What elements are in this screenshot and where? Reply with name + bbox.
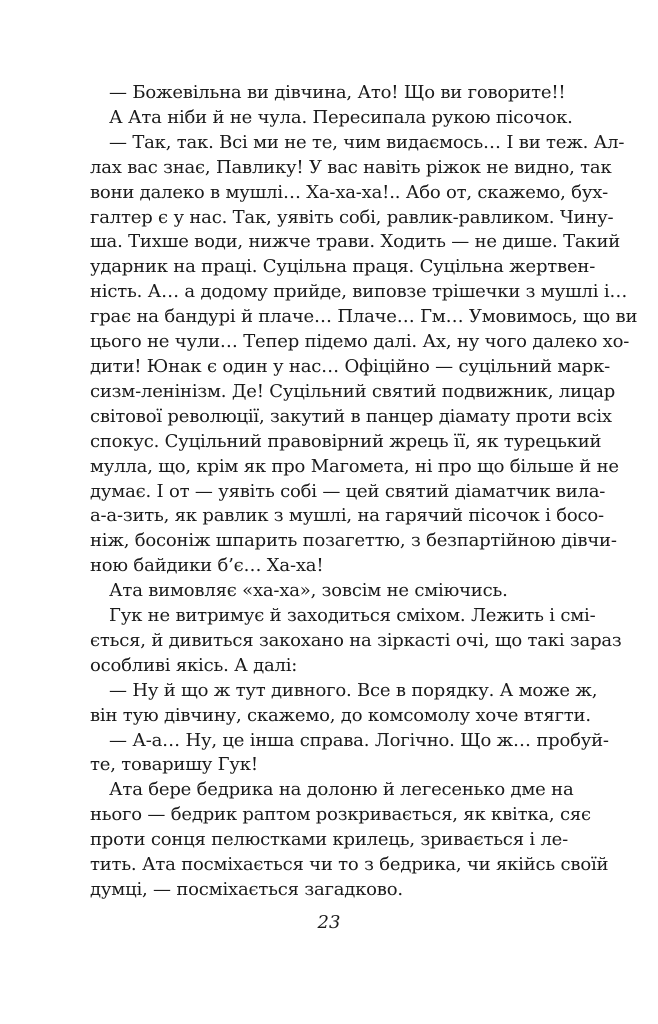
text-line-content: — Так, так. Всі ми не те, чим видаємось… І ви теж. Ал- <box>109 131 625 153</box>
text-line <box>90 81 566 106</box>
text-line: думці, — посміхається загадково. <box>90 879 403 900</box>
text-line <box>90 679 598 704</box>
text-line <box>90 778 574 803</box>
text-line: те, товаришу Гук! <box>90 754 258 776</box>
text-line: галтер є у нас. Так, уявіть собі, равлик-равликом. Чину- <box>90 206 614 228</box>
text-line: ша. Тихше води, нижче трави. Ходить — не дише. Такий <box>90 231 621 253</box>
text-line: ударник на праці. Суцільна праця. Суцільна жертвен- <box>90 256 596 278</box>
text-line: лах вас знає, Павлику! У вас навіть ріжок не видно, так <box>90 156 612 178</box>
text-line <box>90 131 625 156</box>
text-line <box>90 579 562 604</box>
text-line <box>90 729 609 754</box>
text-line-content: А Ата ніби й не чула. Пересипала рукою пісочок. <box>109 106 573 128</box>
text-line: думає. І от — уявіть собі — цей святий діаматчик вила- <box>90 480 606 502</box>
text-line: грає на бандурі й плаче… Плаче… Гм… Умовимось, що ви <box>90 306 638 328</box>
text-line: спокус. Суцільний правовірний жрець її, як турецький <box>90 430 602 452</box>
page-number: 23 <box>317 912 341 933</box>
paragraph <box>90 81 566 106</box>
text-line-content: Ата вимовляє «ха-ха», зовсім не сміючись. <box>109 580 508 602</box>
page-body <box>90 81 638 903</box>
paragraph <box>90 106 573 131</box>
text-line: світової революції, закутий в панцер діамату проти всіх <box>90 405 612 427</box>
paragraph <box>90 778 609 903</box>
text-line: цього не чули… Тепер підемо далі. Ах, ну чого далеко хо- <box>90 331 630 353</box>
text-line-content: — Ну й що ж тут дивного. Все в порядку. А може ж, <box>109 679 598 701</box>
paragraph <box>90 579 562 604</box>
text-line: нього — бедрик раптом розкривається, як квітка, сяє <box>90 804 591 826</box>
text-line: ніж, босоніж шпарить позагеттю, з безпартійною дівчи- <box>90 530 617 552</box>
text-line: проти сонця пелюстками крилець, зривається і ле- <box>90 829 569 851</box>
text-line: він тую дівчину, скажемо, до комсомолу хоче втягти. <box>90 704 591 726</box>
text-line: дити! Юнак є один у нас… Офіційно — суцільний марк- <box>90 355 611 377</box>
text-line <box>90 604 596 629</box>
paragraph <box>90 679 598 729</box>
text-line: особливі якісь. А далі: <box>90 654 298 676</box>
text-line: сизм-ленінізм. Де! Суцільний святий подвижник, лицар <box>90 380 616 402</box>
text-line: ність. А… а додому прийде, виповзе трішечки з мушлі і… <box>90 281 628 303</box>
paragraph <box>90 604 622 679</box>
text-line-content: — А-а… Ну, це інша справа. Логічно. Що ж… пробуй- <box>109 729 609 751</box>
text-line-content: Гук не витримує й заходиться сміхом. Лежить і смі- <box>109 605 596 627</box>
text-line-content: Ата бере бедрика на долоню й легесенько дме на <box>109 779 574 801</box>
paragraph <box>90 131 638 579</box>
text-line: тить. Ата посміхається чи то з бедрика, чи якійсь своїй <box>90 854 609 876</box>
text-line-content: — Божевільна ви дівчина, Ато! Що ви говорите!! <box>109 82 566 103</box>
text-line: ється, й дивиться закохано на зіркасті очі, що такі зараз <box>90 629 622 651</box>
text-line: мулла, що, крім як про Магомета, ні про що більше й не <box>90 455 619 477</box>
text-line: ною байдики б’є… Ха-ха! <box>90 555 324 577</box>
text-line: вони далеко в мушлі… Ха-ха-ха!.. Або от, скажемо, бух- <box>90 181 609 203</box>
text-line <box>90 106 573 131</box>
text-line: а-а-зить, як равлик з мушлі, на гарячий пісочок і босо- <box>90 505 604 527</box>
paragraph <box>90 729 609 779</box>
